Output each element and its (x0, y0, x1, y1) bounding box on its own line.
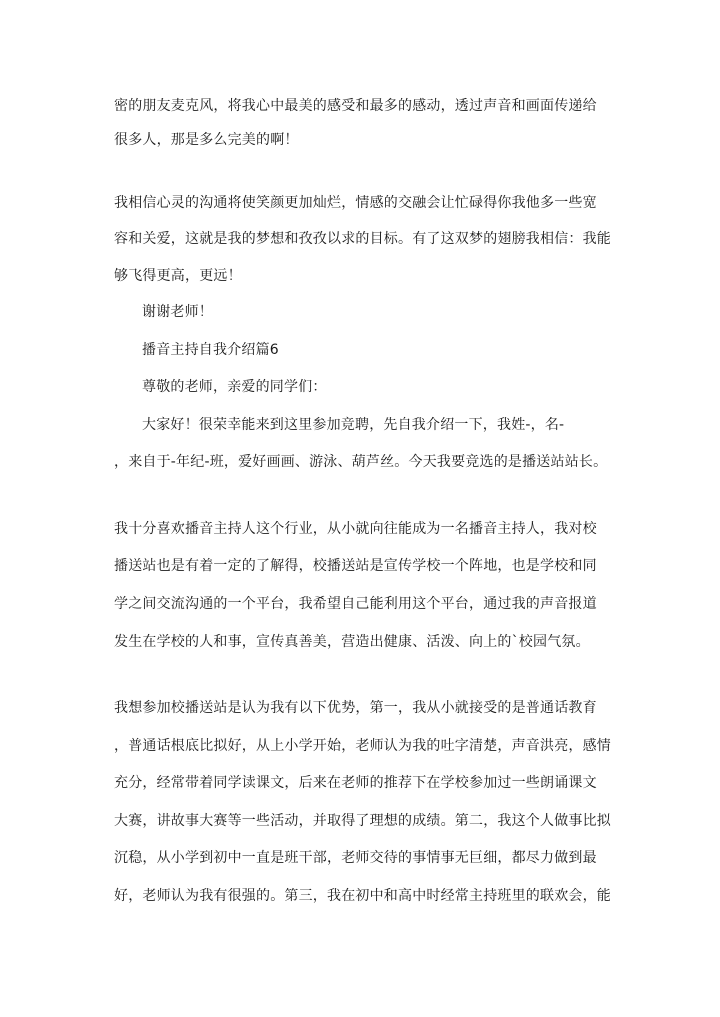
text-line: 很多人，那是多么完美的啊！ (114, 132, 299, 148)
text-line: 大家好！很荣幸能来到这里参加竞聘，先自我介绍一下，我姓-，名- (142, 417, 565, 433)
text-line: 好，老师认为我有很强的。第三，我在初中和高中时经常主持班里的联欢会，能 (114, 888, 611, 904)
text-line: 充分，经常带着同学读课文，后来在老师的推荐下在学校参加过一些朗诵课文 (114, 775, 597, 791)
text-line: ，来自于-年纪-班，爱好画画、游泳、葫芦丝。今天我要竞选的是播送站站长。 (114, 454, 608, 470)
text-line: 沉稳，从小学到初中一直是班干部，老师交待的事情事无巨细，都尽力做到最 (114, 850, 597, 866)
text-line: 谢谢老师！ (142, 304, 213, 320)
text-line: 够飞得更高，更远！ (114, 268, 242, 284)
text-line: 大赛，讲故事大赛等一些活动，并取得了理想的成绩。第二，我这个人做事比拟 (114, 813, 611, 829)
text-line: 我相信心灵的沟通将使笑颜更加灿烂，情感的交融会让忙碌得你我他多一些宽 (114, 195, 597, 211)
text-line: 播送站也是有着一定的了解得，校播送站是宣传学校一个阵地，也是学校和同 (114, 558, 597, 574)
text-line: 密的朋友麦克风，将我心中最美的感受和最多的感动，透过声音和画面传递给 (114, 98, 597, 114)
text-line: 学之间交流沟通的一个平台，我希望自己能利用这个平台，通过我的声音报道 (114, 596, 597, 612)
text-line: 我十分喜欢播音主持人这个行业，从小就向往能成为一名播音主持人，我对校 (114, 521, 597, 537)
text-line: 容和关爱，这就是我的梦想和孜孜以求的目标。有了这双梦的翅膀我相信：我能 (114, 231, 611, 247)
text-line: 发生在学校的人和事，宣传真善美，营造出健康、活泼、向上的`校园气氛。 (114, 634, 590, 650)
greeting-line: 尊敬的老师，亲爱的同学们： (142, 379, 327, 395)
section-heading: 播音主持自我介绍篇6 (142, 342, 279, 358)
text-line: ，普通话根底比拟好，从上小学开始，老师认为我的吐字清楚，声音洪亮，感情 (114, 738, 611, 754)
text-line: 我想参加校播送站是认为我有以下优势，第一，我从小就接受的是普通话教育 (114, 700, 597, 716)
